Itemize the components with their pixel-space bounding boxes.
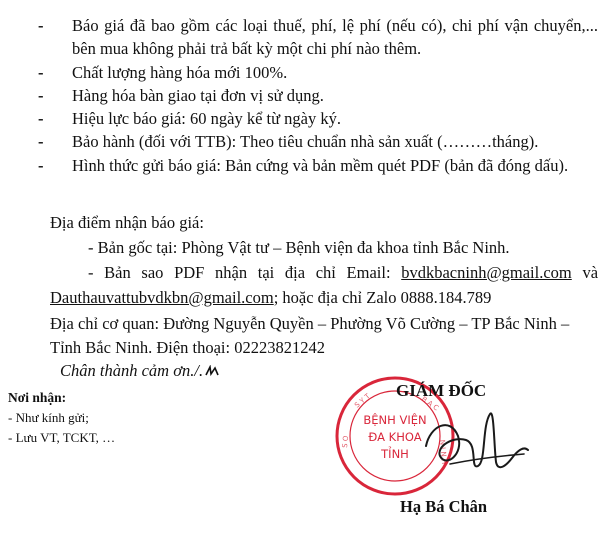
recipient-item: - Lưu VT, TCKT, … [8, 430, 116, 445]
zalo-text: ; hoặc địa chỉ Zalo 0888.184.789 [273, 288, 492, 307]
bullet-dash: - [38, 109, 44, 129]
svg-text:N I N H: N I N H [438, 439, 449, 465]
and-word: và [582, 263, 599, 282]
initial-mark-icon [205, 365, 219, 377]
quote-receiving-places [50, 210, 598, 310]
term-text: Bảo hành (đối với TTB): Theo tiêu chuẩn nhà sản xuất (………tháng). [72, 132, 539, 152]
bullet-dash: - [38, 132, 44, 152]
recipient-item: - Như kính gửi; [8, 410, 89, 425]
places-heading: Địa điểm nhận báo giá: [50, 213, 204, 232]
second-email-line [50, 285, 598, 310]
bullet-dash: - [38, 16, 44, 35]
list-item [38, 61, 598, 84]
term-text: Chất lượng hàng hóa mới 100%. [72, 62, 288, 82]
svg-text:S Y T: S Y T [353, 392, 372, 410]
term-text: Hàng hóa bàn giao tại đơn vị sử dụng. [72, 85, 324, 105]
office-address: Địa chỉ cơ quan: Đường Nguyễn Quyền – Phường Võ Cường – TP Bắc Ninh – Tỉnh Bắc Ninh. Điện thoại: 02223821242 [50, 314, 570, 357]
signer-title: GIÁM ĐỐC [396, 381, 487, 400]
list-item [38, 14, 598, 61]
term-text: Hiệu lực báo giá: 60 ngày kể từ ngày ký. [72, 109, 341, 129]
list-item [38, 154, 598, 177]
seal-line-1: BỆNH VIỆN [363, 413, 427, 427]
recipients-title: Nơi nhận: [8, 390, 67, 405]
list-item [38, 84, 598, 107]
pdf-copy-label: - Bản sao PDF nhận tại địa chỉ Email: [88, 263, 391, 282]
svg-text:B A C: B A C [419, 395, 440, 413]
term-text: Báo giá đã bao gồm các loại thuế, phí, lệ phí (nếu có), chi phí vận chuyển,... bên mua không phải trả bất kỳ một chi phí nào thêm. [72, 16, 598, 59]
email-link-dauthau[interactable]: Dauthauvattubvdkbn@gmail.com [50, 288, 274, 307]
pdf-copy-line [50, 260, 598, 285]
svg-text:S O: S O [341, 435, 351, 449]
seal-line-3: TỈNH [381, 447, 409, 461]
closing-text: Chân thành cảm ơn./. [60, 361, 219, 381]
bullet-dash: - [38, 155, 44, 175]
seal-line-2: ĐA KHOA [368, 430, 422, 444]
signer-name: Hạ Bá Chân [400, 497, 488, 516]
bullet-dash: - [38, 85, 44, 105]
recipients-block [8, 388, 115, 448]
original-copy-location: - Bản gốc tại: Phòng Vật tư – Bệnh viện đa khoa tỉnh Bắc Ninh. [88, 238, 510, 257]
list-item [38, 107, 598, 130]
list-item [38, 130, 598, 153]
bullet-dash: - [38, 62, 44, 82]
term-text: Hình thức gửi báo giá: Bản cứng và bản mềm quét PDF (bản đã đóng dấu). [72, 155, 569, 175]
email-link-bvdkbacninh[interactable]: bvdkbacninh@gmail.com [401, 263, 572, 282]
terms-list [38, 14, 598, 177]
handwritten-signature [420, 406, 530, 484]
